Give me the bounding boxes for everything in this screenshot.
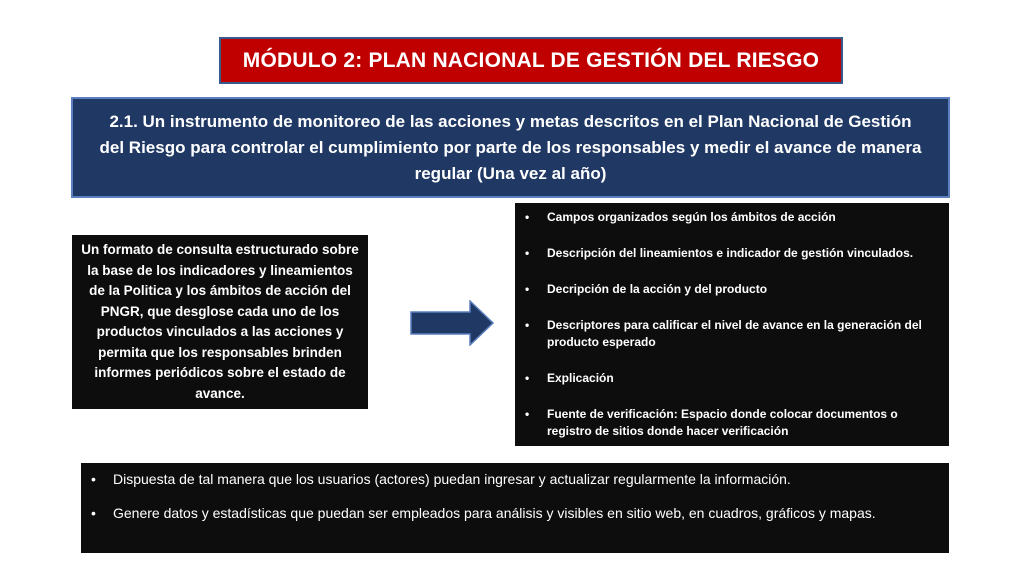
subtitle-text: 2.1. Un instrumento de monitoreo de las acciones y metas descritos en el Plan Nacional de Gestión del Riesgo para controlar el cumplimiento por parte de los responsables y medir el avance de manera regular (Una vez al año) xyxy=(99,111,922,183)
bullet-icon: • xyxy=(525,318,530,332)
page-title-text: MÓDULO 2: PLAN NACIONAL DE GESTIÓN DEL RIESGO xyxy=(242,48,820,72)
list-item xyxy=(525,370,939,387)
list-item xyxy=(91,469,939,489)
bullet-icon: • xyxy=(525,282,530,296)
list-item-text: Genere datos y estadísticas que puedan ser empleados para análisis y visibles en sitio web, en cuadros, gráficos y mapas. xyxy=(113,505,876,521)
list-item-text: Fuente de verificación: Espacio donde colocar documentos o registro de sitios donde hacer verificación xyxy=(547,407,898,438)
list-item-text: Descripción del lineamientos e indicador de gestión vinculados. xyxy=(547,246,914,260)
description-box xyxy=(72,235,368,409)
bullet-icon: • xyxy=(91,505,96,521)
bullet-icon: • xyxy=(525,371,530,385)
list-item xyxy=(525,406,939,440)
list-item-text: Decripción de la acción y del producto xyxy=(547,282,768,296)
list-item xyxy=(525,245,939,262)
notes-list xyxy=(91,469,939,523)
notes-box xyxy=(81,463,949,553)
list-item-text: Campos organizados según los ámbitos de acción xyxy=(547,210,836,224)
list-item xyxy=(525,317,939,351)
subtitle-box xyxy=(71,97,950,198)
right-arrow-icon xyxy=(410,300,494,346)
fields-list-box xyxy=(515,203,949,446)
bullet-icon: • xyxy=(525,210,530,224)
bullet-icon: • xyxy=(525,407,530,421)
page-title xyxy=(219,37,843,84)
description-text: Un formato de consulta estructurado sobre la base de los indicadores y lineamientos de la Politica y los ámbitos de acción del PNGR, que desglose cada uno de los productos vinculados a las acciones y permita que los responsables brinden informes periódicos sobre el estado de avance. xyxy=(81,242,359,401)
list-item-text: Descriptores para calificar el nivel de avance en la generación del producto esperado xyxy=(547,318,922,349)
fields-list xyxy=(525,209,939,440)
bullet-icon: • xyxy=(525,246,530,260)
list-item-text: Explicación xyxy=(547,371,614,385)
list-item xyxy=(525,209,939,226)
list-item-text: Dispuesta de tal manera que los usuarios (actores) puedan ingresar y actualizar regularmente la información. xyxy=(113,471,791,487)
bullet-icon: • xyxy=(91,471,96,487)
list-item xyxy=(525,281,939,298)
list-item xyxy=(91,503,939,523)
